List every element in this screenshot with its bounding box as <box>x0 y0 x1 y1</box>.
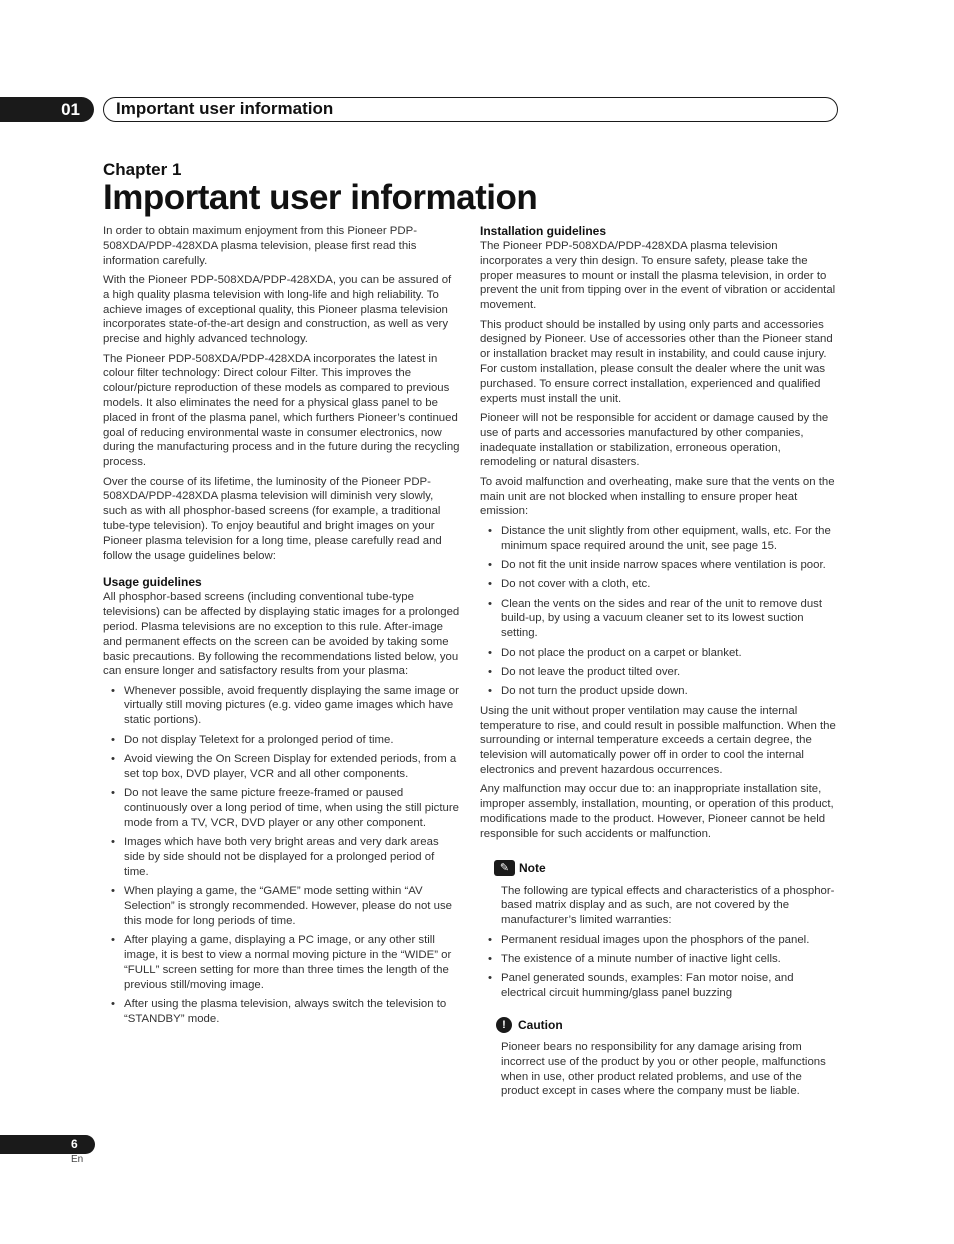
note-header <box>480 858 838 878</box>
chapter-header-bar: Important user information <box>103 97 838 122</box>
note-intro: The following are typical effects and characteristics of a phosphor-based matrix display and as such, are not covered by the manufacturer’s limited warranties: <box>501 884 835 927</box>
intro-paragraph: With the Pioneer PDP-508XDA/PDP-428XDA, you can be assured of a high quality plasma television with long-life and high reliability. To achieve images of exceptional quality, this Pioneer plasma television incorporates state-of-the-art design and construction, as well as very precise and highly advanced technology. <box>103 273 452 346</box>
installation-guidelines-heading: Installation guidelines <box>480 224 607 238</box>
malfunction-paragraph: Any malfunction may occur due to: an inappropriate installation site, improper assembly, installation, mounting, or operation of this product, modifications made to the product. However, Pioneer cannot be held responsible for such accidents or malfunction. <box>480 783 834 840</box>
usage-intro-paragraph: All phosphor-based screens (including conventional tube-type televisions) can be affected by displaying static images for a prolonged period. Plasma televisions are no exception to this rule. After-image and permanent effects on the screen can be avoided by taking some basic precautions. By following the recommendations listed below, you can ensure longer and satisfactory results from your plasma: <box>103 591 460 678</box>
list-item: • Whenever possible, avoid frequently displaying the same image or virtually still moving pictures (e.g. video game images which have static portions). <box>103 684 460 728</box>
chapter-number-tab: 01 <box>0 97 94 122</box>
list-item: • Permanent residual images upon the phosphors of the panel. <box>480 933 838 948</box>
list-item: • Images which have both very bright areas and very dark areas side by side should not be displayed for a prolonged period of time. <box>103 835 460 879</box>
right-column <box>480 224 838 1104</box>
list-item: • Do not cover with a cloth, etc. <box>480 577 838 592</box>
list-item: • After using the plasma television, always switch the television to “STANDBY” mode. <box>103 997 460 1027</box>
usage-guidelines-list <box>103 684 460 1027</box>
list-item: • Panel generated sounds, examples: Fan motor noise, and electrical circuit humming/glass panel buzzing <box>480 971 838 1001</box>
note-list <box>480 933 838 1001</box>
install-paragraph: To avoid malfunction and overheating, make sure that the vents on the main unit are not blocked when installing to ensure proper heat emission: <box>480 475 835 518</box>
list-item: • When playing a game, the “GAME” mode setting within “AV Selection” is strongly recommended. However, please do not use this mode for long periods of time. <box>103 884 460 928</box>
list-item: • Do not place the product on a carpet or blanket. <box>480 646 838 661</box>
caution-title: Caution <box>518 1017 563 1032</box>
note-title: Note <box>519 860 546 875</box>
list-item: • Do not display Teletext for a prolonged period of time. <box>103 733 460 748</box>
page-number-tab: 6 <box>0 1135 95 1154</box>
caution-text: Pioneer bears no responsibility for any damage arising from incorrect use of the product by you or other people, malfunctions when in use, other product related problems, and use of the product except in cases where the company must be liable. <box>501 1040 826 1098</box>
install-paragraph: The Pioneer PDP-508XDA/PDP-428XDA plasma television incorporates a very thin design. To ensure safety, please take the proper measures to mount or install the plasma television, in order to prevent the unit from tipping over in the event of vibration or accidental movement. <box>480 240 836 312</box>
list-item: • Distance the unit slightly from other equipment, walls, etc. For the minimum space required around the unit, see page 15. <box>480 524 838 554</box>
list-item: • Do not fit the unit inside narrow spaces where ventilation is poor. <box>480 558 838 573</box>
installation-guidelines-list <box>480 524 838 700</box>
install-paragraph: Pioneer will not be responsible for accident or damage caused by the use of parts and accessories manufactured by other companies, inadequate installation or stabilization, erroneous operation, remodeling or natural disasters. <box>480 411 829 469</box>
page-title: Important user information <box>103 178 538 217</box>
list-item: • Do not leave the product tilted over. <box>480 665 838 680</box>
list-item: • Do not turn the product upside down. <box>480 684 838 699</box>
intro-paragraph: Over the course of its lifetime, the luminosity of the Pioneer PDP-508XDA/PDP-428XDA plasma television will diminish very slowly, such as with all phosphor-based screens (for example, a traditional tube-type television). To enjoy beautiful and bright images on your Pioneer plasma television for a long time, please carefully read and follow the usage guidelines below: <box>103 475 442 562</box>
install-paragraph: This product should be installed by using only parts and accessories designed by Pioneer. Use of accessories other than the Pioneer stand or installation bracket may result in instability, and could cause injury. For custom installation, please consult the dealer where the unit was purchased. To ensure correct installation, experienced and qualified experts must install the unit. <box>480 318 833 405</box>
chapter-label: Chapter 1 <box>103 160 182 179</box>
caution-header <box>480 1015 838 1035</box>
page-language: En <box>71 1154 84 1165</box>
usage-guidelines-heading: Usage guidelines <box>103 575 202 590</box>
pencil-icon: ✎ <box>494 860 515 876</box>
list-item: • After playing a game, displaying a PC image, or any other still image, it is best to view a normal moving picture in the “WIDE” or “FULL” screen setting for more than three times the length of the previous still/moving image. <box>103 933 460 992</box>
left-column <box>103 224 460 1031</box>
exclamation-icon: ! <box>496 1017 512 1033</box>
intro-paragraph: The Pioneer PDP-508XDA/PDP-428XDA incorporates the latest in colour filter technology: Direct colour Filter. This improves the colour/picture reproduction of these models as compared to previous models. It also eliminates the need for a physical glass panel to be placed in front of the plasma panel, which furthers Pioneer’s continued goal of reducing environmental waste in consumer electronics, now during the manufacturing process and in the future during the recycling process. <box>103 352 460 469</box>
list-item: • Avoid viewing the On Screen Display for extended periods, from a set top box, DVD player, VCR and all other components. <box>103 752 460 782</box>
list-item: • Clean the vents on the sides and rear of the unit to remove dust build-up, by using a vacuum cleaner set to its lowest suction setting. <box>480 597 838 641</box>
list-item: • Do not leave the same picture freeze-framed or paused continuously over a long period of time, when using the still picture mode from a TV, VCR, DVD player or any other component. <box>103 786 460 830</box>
list-item: • The existence of a minute number of inactive light cells. <box>480 952 838 967</box>
ventilation-paragraph: Using the unit without proper ventilation may cause the internal temperature to rise, and could result in possible malfunction. When the surrounding or internal temperature exceeds a certain degree, the television will automatically power off in order to cool the internal electronics and prevent hazardous occurrences. <box>480 704 836 777</box>
intro-paragraph: In order to obtain maximum enjoyment from this Pioneer PDP-508XDA/PDP-428XDA plasma television, please first read this information carefully. <box>103 225 418 267</box>
